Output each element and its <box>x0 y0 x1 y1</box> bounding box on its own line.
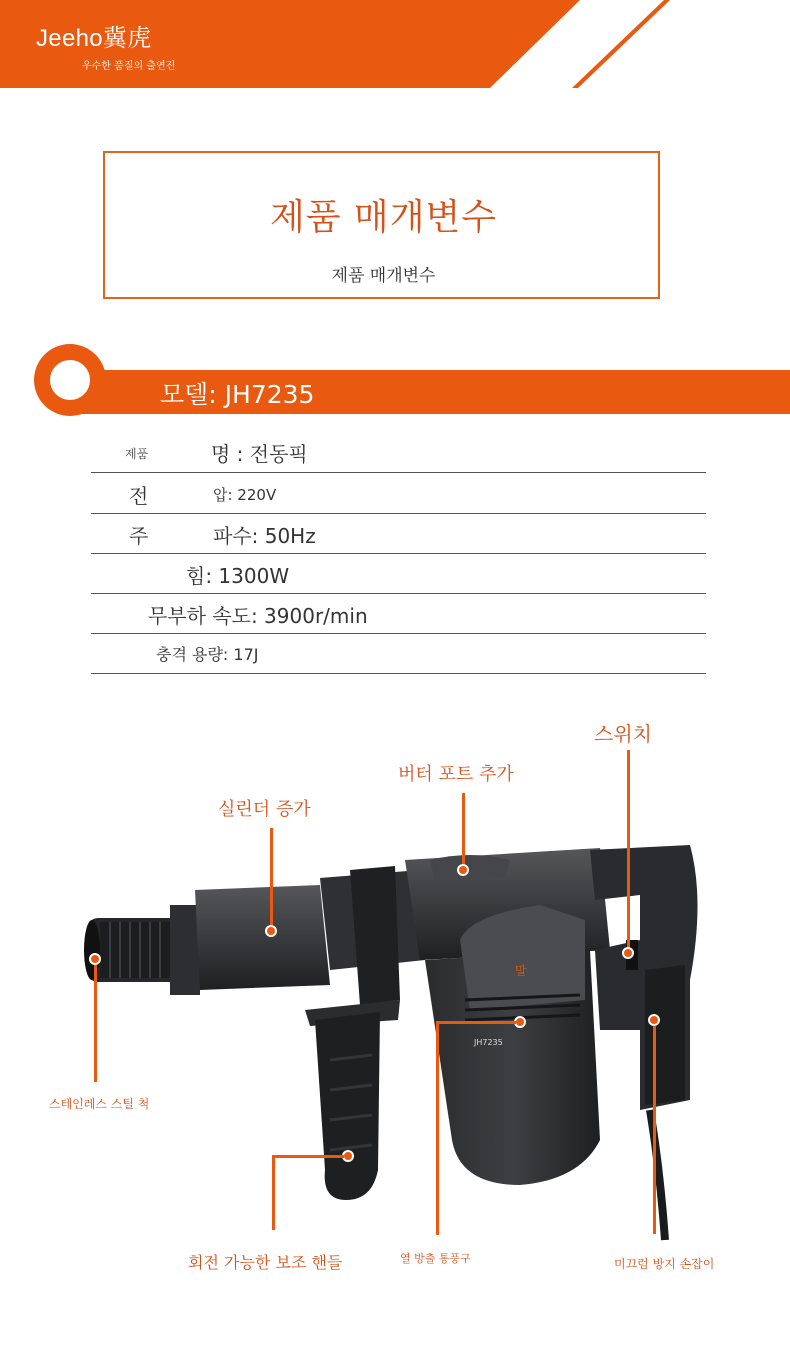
callout-line-cylinder <box>270 828 273 928</box>
brand-logo: Jeeho冀虎 <box>36 25 152 52</box>
spec-value: 무부하 속도: 3900r/min <box>148 604 368 628</box>
spec-row <box>91 554 706 594</box>
model-label: 모델: JH7235 <box>160 380 315 409</box>
product-image-demolition-hammer <box>0 700 790 1300</box>
spec-row <box>91 634 706 674</box>
chuck <box>84 918 180 982</box>
callout-dot-switch <box>622 947 634 959</box>
spec-row <box>91 594 706 634</box>
callout-line-chuck <box>94 965 97 1082</box>
callout-line-grip <box>653 1026 656 1234</box>
brand-tagline: 우수한 품질의 출연진 <box>82 61 176 72</box>
spec-key: 전 <box>129 484 149 508</box>
callout-label-handle: 회전 가능한 보조 핸들 <box>188 1253 343 1272</box>
page-subtitle: 제품 매개변수 <box>331 266 436 286</box>
callout-dot-grip <box>648 1014 660 1026</box>
spec-value: 파수: 50Hz <box>213 524 316 548</box>
callout-label-chuck: 스테인레스 스틸 척 <box>49 1097 150 1111</box>
product-model-print: JH7235 <box>474 1038 503 1047</box>
title-box <box>103 151 660 299</box>
callout-line-butter-port <box>462 793 465 868</box>
header-slash-decoration <box>440 0 790 88</box>
spec-value: 압: 220V <box>213 486 277 504</box>
callout-line-vent-h <box>436 1021 516 1024</box>
spec-key: 제품 <box>125 447 149 461</box>
spec-row <box>91 514 706 554</box>
callout-dot-chuck <box>89 953 101 965</box>
callout-label-grip: 미끄럼 방지 손잡이 <box>614 1257 715 1271</box>
callout-dot-butter-port <box>457 864 469 876</box>
callout-label-vent: 열 방출 통풍구 <box>400 1252 471 1265</box>
spec-row <box>91 474 706 514</box>
spec-value: 명 : 전동픽 <box>211 442 308 466</box>
model-circle-icon <box>36 346 104 414</box>
callout-line-switch <box>627 750 630 950</box>
side-handle <box>305 1000 400 1200</box>
callout-line-handle-h <box>272 1155 344 1158</box>
spec-row <box>91 433 706 473</box>
callout-label-butter-port: 버터 포트 추가 <box>398 764 514 785</box>
callout-line-vent-v <box>436 1021 439 1235</box>
callout-label-cylinder: 실린더 증가 <box>218 799 311 820</box>
callout-line-handle-v <box>272 1155 275 1230</box>
spec-key: 주 <box>129 524 149 548</box>
header-banner <box>0 0 790 88</box>
rear-handle <box>590 845 698 1240</box>
spec-value: 충격 용량: 17J <box>156 645 259 664</box>
page-title: 제품 매개변수 <box>269 197 498 238</box>
spec-value: 힘: 1300W <box>186 564 290 588</box>
callout-dot-cylinder <box>265 925 277 937</box>
product-badge: 말 <box>515 964 527 978</box>
callout-label-switch: 스위치 <box>594 722 652 746</box>
